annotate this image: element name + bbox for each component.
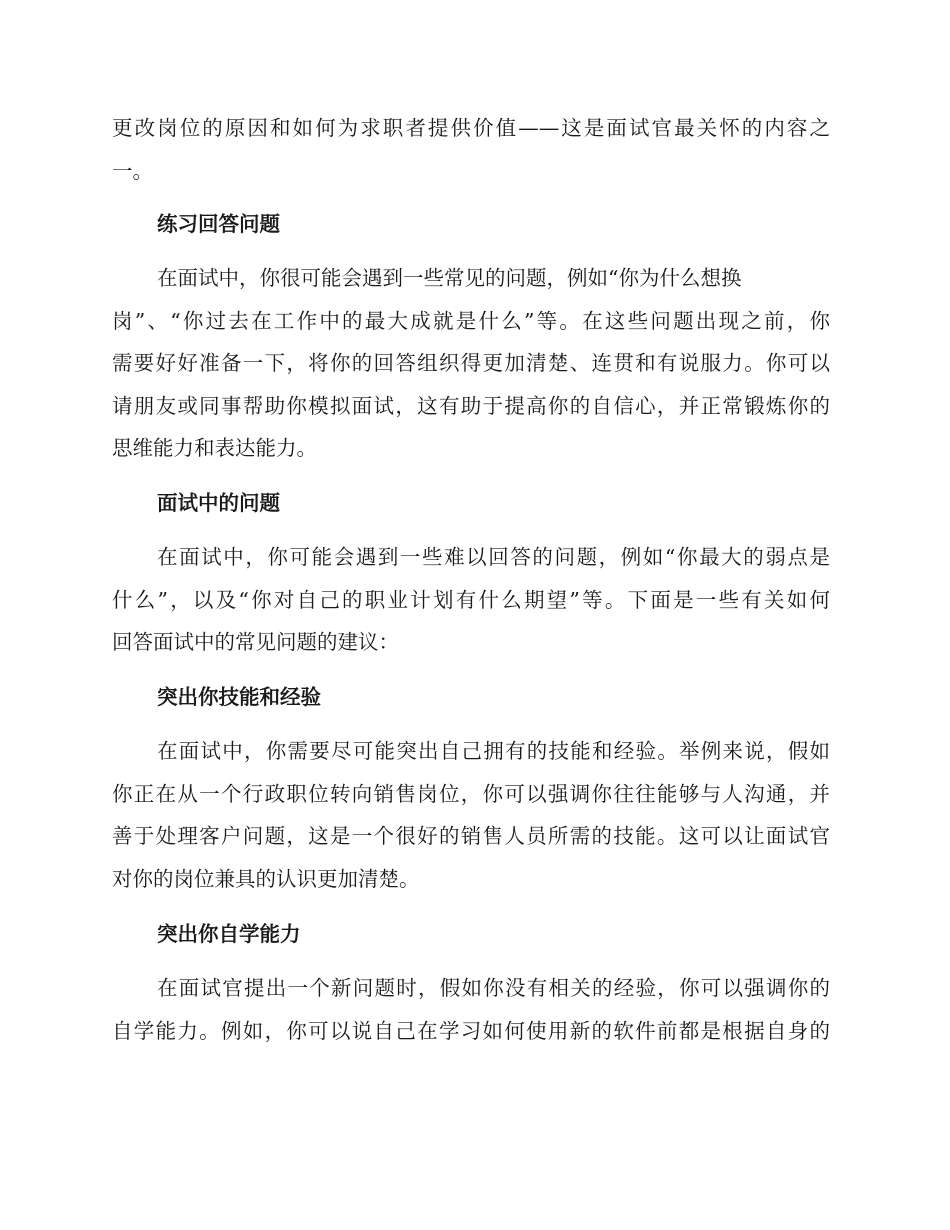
paragraph-line: 思维能力和表达能力。 [112,436,317,460]
section-heading: 练习回答问题 [157,212,280,236]
paragraph-line: 自学能力。例如，你可以说自己在学习如何使用新的软件前都是根据自身的 [112,1019,830,1043]
paragraph-line: 更改岗位的原因和如何为求职者提供价值——这是面试官最关怀的内容之 [112,116,830,140]
section-heading: 突出你技能和经验 [157,685,321,709]
paragraph-line: 你正在从一个行政职位转向销售岗位，你可以强调你往往能够与人沟通，并 [112,782,830,806]
paragraph-line: 善于处理客户问题，这是一个很好的销售人员所需的技能。这可以让面试官 [112,824,830,848]
paragraph-line: 回答面试中的常见问题的建议： [112,630,399,654]
paragraph-line: 岗”、“你过去在工作中的最大成就是什么”等。在这些问题出现之前，你 [112,309,830,333]
paragraph-line: 对你的岗位兼具的认识更加清楚。 [112,867,420,891]
paragraph-line: 请朋友或同事帮助你模拟面试，这有助于提高你的自信心，并正常锻炼你的 [112,394,830,418]
section-heading: 面试中的问题 [157,491,280,515]
paragraph-line: 在面试中，你需要尽可能突出自己拥有的技能和经验。举例来说，假如 [157,739,830,763]
paragraph-line: 一。 [112,159,153,183]
paragraph-line: 在面试官提出一个新问题时，假如你没有相关的经验，你可以强调你的 [157,976,830,1000]
paragraph-line: 在面试中，你可能会遇到一些难以回答的问题，例如“你最大的弱点是 [157,545,830,569]
paragraph-line: 什么”，以及“你对自己的职业计划有什么期望”等。下面是一些有关如何 [112,588,830,612]
section-heading: 突出你自学能力 [157,922,301,946]
paragraph-line: 在面试中，你很可能会遇到一些常见的问题，例如“你为什么想换 [157,266,742,290]
paragraph-line: 需要好好准备一下，将你的回答组织得更加清楚、连贯和有说服力。你可以 [112,351,830,375]
